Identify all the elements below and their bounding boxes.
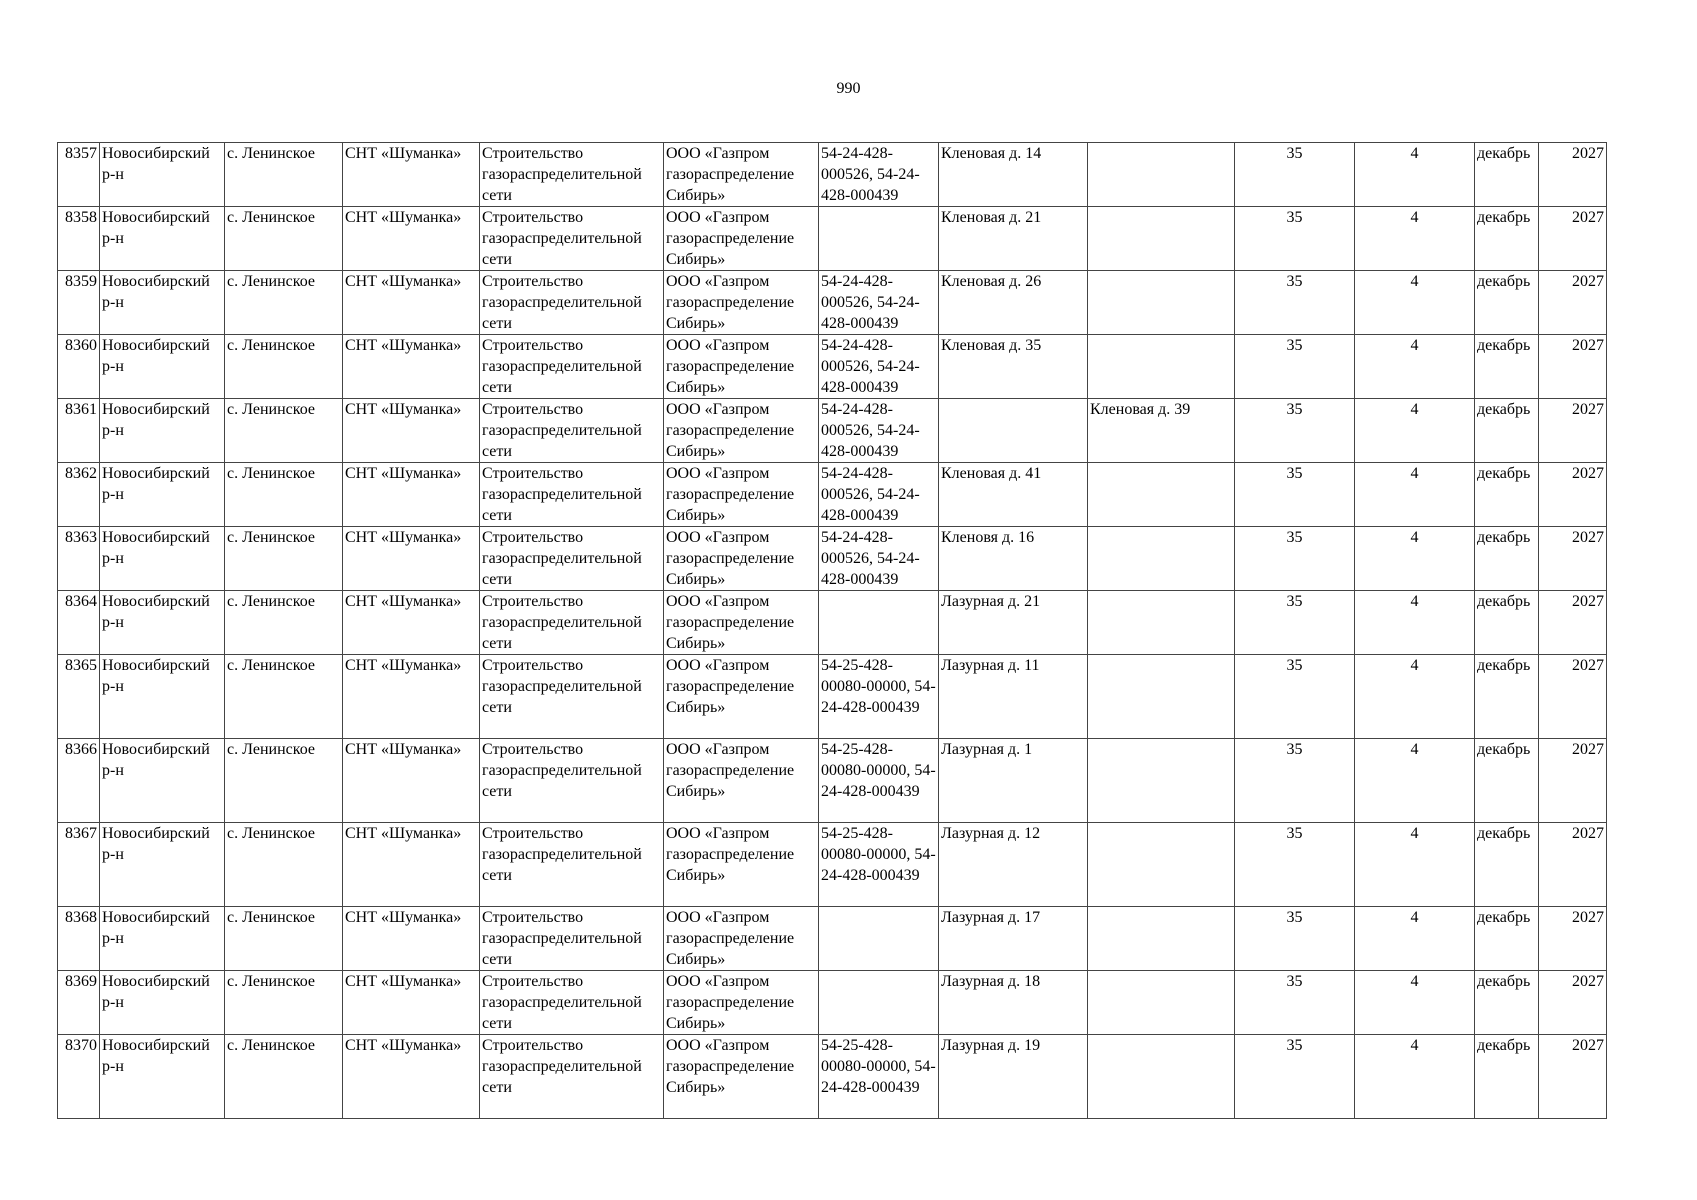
settlement-cell: с. Ленинское: [225, 527, 343, 591]
settlement-cell: с. Ленинское: [225, 971, 343, 1035]
cadastre-cell: 54-24-428-000526, 54-24-428-000439: [819, 463, 939, 527]
table-row: [58, 591, 1607, 655]
table-row: [58, 271, 1607, 335]
cadastre-cell: 54-25-428-00080-00000, 54-24-428-000439: [819, 1035, 939, 1119]
row-number: 8367: [58, 823, 100, 907]
month-cell: декабрь: [1475, 971, 1539, 1035]
work-type-cell: Строительство газораспределительной сети: [480, 271, 664, 335]
district-cell: Новосибирский р-н: [100, 655, 225, 739]
object-cell: СНТ «Шуманка»: [343, 1035, 480, 1119]
value-cell: 35: [1235, 399, 1355, 463]
district-cell: Новосибирский р-н: [100, 207, 225, 271]
organization-cell: ООО «Газпром газораспределение Сибирь»: [664, 463, 819, 527]
settlement-cell: с. Ленинское: [225, 463, 343, 527]
object-cell: СНТ «Шуманка»: [343, 399, 480, 463]
district-cell: Новосибирский р-н: [100, 971, 225, 1035]
value-cell: 35: [1235, 739, 1355, 823]
address-cell: Лазурная д. 12: [939, 823, 1088, 907]
row-number: 8364: [58, 591, 100, 655]
year-cell: 2027: [1539, 527, 1607, 591]
month-cell: декабрь: [1475, 907, 1539, 971]
organization-cell: ООО «Газпром газораспределение Сибирь»: [664, 399, 819, 463]
address-alt-cell: [1088, 739, 1235, 823]
table-row: [58, 335, 1607, 399]
settlement-cell: с. Ленинское: [225, 271, 343, 335]
address-alt-cell: [1088, 1035, 1235, 1119]
organization-cell: ООО «Газпром газораспределение Сибирь»: [664, 907, 819, 971]
organization-cell: ООО «Газпром газораспределение Сибирь»: [664, 971, 819, 1035]
district-cell: Новосибирский р-н: [100, 463, 225, 527]
table-row: [58, 463, 1607, 527]
year-cell: 2027: [1539, 971, 1607, 1035]
object-cell: СНТ «Шуманка»: [343, 463, 480, 527]
year-cell: 2027: [1539, 907, 1607, 971]
address-cell: Кленовя д. 16: [939, 527, 1088, 591]
value-cell: 35: [1235, 655, 1355, 739]
district-cell: Новосибирский р-н: [100, 271, 225, 335]
month-cell: декабрь: [1475, 335, 1539, 399]
work-type-cell: Строительство газораспределительной сети: [480, 1035, 664, 1119]
address-cell: Лазурная д. 11: [939, 655, 1088, 739]
row-number: 8357: [58, 143, 100, 207]
table-row: [58, 527, 1607, 591]
settlement-cell: с. Ленинское: [225, 1035, 343, 1119]
work-type-cell: Строительство газораспределительной сети: [480, 335, 664, 399]
row-number: 8360: [58, 335, 100, 399]
gasification-table: [57, 142, 1607, 1119]
value-cell: 35: [1235, 271, 1355, 335]
organization-cell: ООО «Газпром газораспределение Сибирь»: [664, 143, 819, 207]
table-row: [58, 399, 1607, 463]
value-cell: 4: [1355, 655, 1475, 739]
row-number: 8365: [58, 655, 100, 739]
cadastre-cell: 54-25-428-00080-00000, 54-24-428-000439: [819, 655, 939, 739]
value-cell: 35: [1235, 463, 1355, 527]
settlement-cell: с. Ленинское: [225, 907, 343, 971]
object-cell: СНТ «Шуманка»: [343, 907, 480, 971]
month-cell: декабрь: [1475, 655, 1539, 739]
table-row: [58, 739, 1607, 823]
value-cell: 35: [1235, 527, 1355, 591]
district-cell: Новосибирский р-н: [100, 527, 225, 591]
work-type-cell: Строительство газораспределительной сети: [480, 739, 664, 823]
row-number: 8370: [58, 1035, 100, 1119]
value-cell: 4: [1355, 335, 1475, 399]
row-number: 8368: [58, 907, 100, 971]
object-cell: СНТ «Шуманка»: [343, 207, 480, 271]
organization-cell: ООО «Газпром газораспределение Сибирь»: [664, 527, 819, 591]
row-number: 8361: [58, 399, 100, 463]
cadastre-cell: 54-24-428-000526, 54-24-428-000439: [819, 143, 939, 207]
table-row: [58, 971, 1607, 1035]
value-cell: 4: [1355, 1035, 1475, 1119]
month-cell: декабрь: [1475, 1035, 1539, 1119]
month-cell: декабрь: [1475, 463, 1539, 527]
object-cell: СНТ «Шуманка»: [343, 271, 480, 335]
table-row: [58, 655, 1607, 739]
address-alt-cell: [1088, 823, 1235, 907]
page-number: 990: [836, 80, 861, 97]
settlement-cell: с. Ленинское: [225, 335, 343, 399]
cadastre-cell: 54-24-428-000526, 54-24-428-000439: [819, 271, 939, 335]
work-type-cell: Строительство газораспределительной сети: [480, 207, 664, 271]
value-cell: 4: [1355, 271, 1475, 335]
settlement-cell: с. Ленинское: [225, 591, 343, 655]
address-cell: [939, 399, 1088, 463]
year-cell: 2027: [1539, 143, 1607, 207]
settlement-cell: с. Ленинское: [225, 399, 343, 463]
address-cell: Лазурная д. 18: [939, 971, 1088, 1035]
object-cell: СНТ «Шуманка»: [343, 527, 480, 591]
address-alt-cell: [1088, 907, 1235, 971]
object-cell: СНТ «Шуманка»: [343, 823, 480, 907]
value-cell: 35: [1235, 1035, 1355, 1119]
cadastre-cell: [819, 591, 939, 655]
organization-cell: ООО «Газпром газораспределение Сибирь»: [664, 739, 819, 823]
organization-cell: ООО «Газпром газораспределение Сибирь»: [664, 823, 819, 907]
address-alt-cell: [1088, 335, 1235, 399]
value-cell: 4: [1355, 463, 1475, 527]
value-cell: 4: [1355, 527, 1475, 591]
object-cell: СНТ «Шуманка»: [343, 739, 480, 823]
value-cell: 4: [1355, 143, 1475, 207]
value-cell: 35: [1235, 591, 1355, 655]
value-cell: 4: [1355, 823, 1475, 907]
organization-cell: ООО «Газпром газораспределение Сибирь»: [664, 207, 819, 271]
month-cell: декабрь: [1475, 143, 1539, 207]
value-cell: 35: [1235, 335, 1355, 399]
cadastre-cell: 54-24-428-000526, 54-24-428-000439: [819, 335, 939, 399]
organization-cell: ООО «Газпром газораспределение Сибирь»: [664, 1035, 819, 1119]
row-number: 8363: [58, 527, 100, 591]
cadastre-cell: [819, 907, 939, 971]
work-type-cell: Строительство газораспределительной сети: [480, 591, 664, 655]
organization-cell: ООО «Газпром газораспределение Сибирь»: [664, 591, 819, 655]
address-alt-cell: [1088, 271, 1235, 335]
object-cell: СНТ «Шуманка»: [343, 143, 480, 207]
table-row: [58, 143, 1607, 207]
address-alt-cell: [1088, 527, 1235, 591]
work-type-cell: Строительство газораспределительной сети: [480, 971, 664, 1035]
cadastre-cell: 54-25-428-00080-00000, 54-24-428-000439: [819, 823, 939, 907]
work-type-cell: Строительство газораспределительной сети: [480, 823, 664, 907]
row-number: 8359: [58, 271, 100, 335]
address-alt-cell: [1088, 655, 1235, 739]
table-row: [58, 1035, 1607, 1119]
address-cell: Лазурная д. 1: [939, 739, 1088, 823]
row-number: 8369: [58, 971, 100, 1035]
row-number: 8362: [58, 463, 100, 527]
work-type-cell: Строительство газораспределительной сети: [480, 463, 664, 527]
object-cell: СНТ «Шуманка»: [343, 971, 480, 1035]
address-cell: Лазурная д. 17: [939, 907, 1088, 971]
value-cell: 4: [1355, 591, 1475, 655]
address-alt-cell: [1088, 207, 1235, 271]
month-cell: декабрь: [1475, 527, 1539, 591]
month-cell: декабрь: [1475, 823, 1539, 907]
year-cell: 2027: [1539, 399, 1607, 463]
year-cell: 2027: [1539, 271, 1607, 335]
object-cell: СНТ «Шуманка»: [343, 591, 480, 655]
address-alt-cell: [1088, 143, 1235, 207]
value-cell: 4: [1355, 907, 1475, 971]
month-cell: декабрь: [1475, 591, 1539, 655]
value-cell: 35: [1235, 207, 1355, 271]
value-cell: 35: [1235, 907, 1355, 971]
work-type-cell: Строительство газораспределительной сети: [480, 907, 664, 971]
district-cell: Новосибирский р-н: [100, 591, 225, 655]
year-cell: 2027: [1539, 1035, 1607, 1119]
month-cell: декабрь: [1475, 207, 1539, 271]
month-cell: декабрь: [1475, 399, 1539, 463]
value-cell: 4: [1355, 207, 1475, 271]
address-cell: Кленовая д. 14: [939, 143, 1088, 207]
year-cell: 2027: [1539, 207, 1607, 271]
district-cell: Новосибирский р-н: [100, 823, 225, 907]
table-row: [58, 207, 1607, 271]
address-cell: Кленовая д. 26: [939, 271, 1088, 335]
cadastre-cell: [819, 207, 939, 271]
year-cell: 2027: [1539, 591, 1607, 655]
address-alt-cell: Кленовая д. 39: [1088, 399, 1235, 463]
row-number: 8358: [58, 207, 100, 271]
address-cell: Лазурная д. 19: [939, 1035, 1088, 1119]
organization-cell: ООО «Газпром газораспределение Сибирь»: [664, 271, 819, 335]
value-cell: 35: [1235, 143, 1355, 207]
year-cell: 2027: [1539, 335, 1607, 399]
organization-cell: ООО «Газпром газораспределение Сибирь»: [664, 655, 819, 739]
value-cell: 35: [1235, 823, 1355, 907]
district-cell: Новосибирский р-н: [100, 143, 225, 207]
cadastre-cell: 54-24-428-000526, 54-24-428-000439: [819, 399, 939, 463]
value-cell: 35: [1235, 971, 1355, 1035]
settlement-cell: с. Ленинское: [225, 823, 343, 907]
cadastre-cell: 54-24-428-000526, 54-24-428-000439: [819, 527, 939, 591]
cadastre-cell: 54-25-428-00080-00000, 54-24-428-000439: [819, 739, 939, 823]
district-cell: Новосибирский р-н: [100, 1035, 225, 1119]
work-type-cell: Строительство газораспределительной сети: [480, 399, 664, 463]
settlement-cell: с. Ленинское: [225, 143, 343, 207]
table-body: [58, 143, 1607, 1119]
object-cell: СНТ «Шуманка»: [343, 335, 480, 399]
value-cell: 4: [1355, 971, 1475, 1035]
row-number: 8366: [58, 739, 100, 823]
district-cell: Новосибирский р-н: [100, 399, 225, 463]
month-cell: декабрь: [1475, 271, 1539, 335]
address-cell: Лазурная д. 21: [939, 591, 1088, 655]
value-cell: 4: [1355, 399, 1475, 463]
address-cell: Кленовая д. 41: [939, 463, 1088, 527]
address-cell: Кленовая д. 21: [939, 207, 1088, 271]
table-row: [58, 823, 1607, 907]
district-cell: Новосибирский р-н: [100, 335, 225, 399]
work-type-cell: Строительство газораспределительной сети: [480, 527, 664, 591]
address-alt-cell: [1088, 591, 1235, 655]
work-type-cell: Строительство газораспределительной сети: [480, 655, 664, 739]
settlement-cell: с. Ленинское: [225, 655, 343, 739]
year-cell: 2027: [1539, 655, 1607, 739]
object-cell: СНТ «Шуманка»: [343, 655, 480, 739]
settlement-cell: с. Ленинское: [225, 207, 343, 271]
district-cell: Новосибирский р-н: [100, 907, 225, 971]
organization-cell: ООО «Газпром газораспределение Сибирь»: [664, 335, 819, 399]
table-row: [58, 907, 1607, 971]
address-alt-cell: [1088, 971, 1235, 1035]
value-cell: 4: [1355, 739, 1475, 823]
settlement-cell: с. Ленинское: [225, 739, 343, 823]
year-cell: 2027: [1539, 823, 1607, 907]
address-alt-cell: [1088, 463, 1235, 527]
district-cell: Новосибирский р-н: [100, 739, 225, 823]
address-cell: Кленовая д. 35: [939, 335, 1088, 399]
year-cell: 2027: [1539, 739, 1607, 823]
month-cell: декабрь: [1475, 739, 1539, 823]
year-cell: 2027: [1539, 463, 1607, 527]
cadastre-cell: [819, 971, 939, 1035]
work-type-cell: Строительство газораспределительной сети: [480, 143, 664, 207]
